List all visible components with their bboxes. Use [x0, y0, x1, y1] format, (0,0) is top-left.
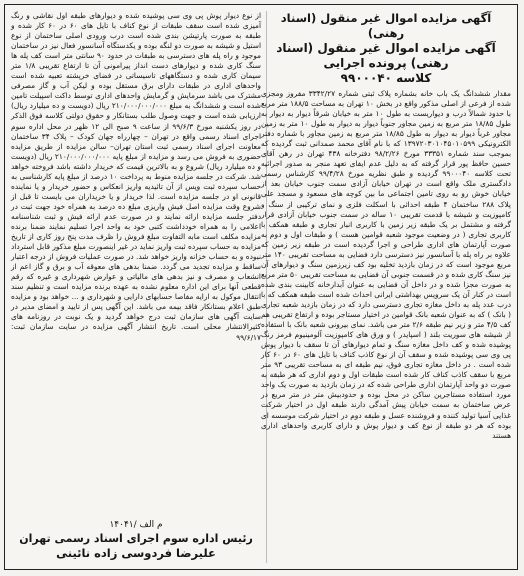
notice-body-left: از نوع دیوار پوش پی وی سی پوشیده شده و دیوارهای طبقه اول نقاشی و رنگ آمیزی شده است سقف طبقات از نوع کناف با تایل های ۶۰ در ۶۰ کار شده و طبقه به صورت پارتیشن بندی شده است درب ورودی اصلی ساختمان از نوع استیل و شیشه به صورت دو لنگه بوده و یکدستگاه آسانسور فعال نیز در ساختمان موجود و راه پله های دسترسی به طبقات در حدود ۹۰ سانتی متر است کف پله ها سنگ کاری شده و دیوارهای دست انداز پیرامونی آن تا ارتفاع تقریبی ۱/۸ متر سیمان کاری شده و دستگاههای تاسیساتی در فضای خرپشته تعبیه شده است واحدهای اداری در طبقات دارای برق مستقل بوده و لیکن آب و گاز مصرفی مشترک می باشد سرمایش و گرمایش واحدهای اداری توسط داکت اسپیلت تامین شده است و ششدانگ به مبلغ ۲۱۰/۰۰۰/۰۰۰/۰۰۰ ریال (دویست و ده میلیارد ریال) ارزیابی شده است و جهت وصول طلب بستانکار و حقوق دولتی کلاسه فوق الذکر در روز یکشنبه مورخ ۹۹/۶/۳ از ساعت ۹ صبح الی ۱۲ ظهر در محل اداره سوم اجرای اسناد رسمی واقع در تهران – چهارراه جهان کودک – پلاک ۳۴ ساختمان معاونت اجرای اسناد رسمی ثبت استان تهران– سالن مزایده از طریق مزایده حضوری به فروش می رسد و مزایده از مبلغ پایه ۲۱۰/۰۰۰/۰۰۰/۰۰۰ ریال (دویست و ده میلیارد ریال) شروع و به بالاترین قیمت که خریدار داشته باشد فروخته خواهد شد. شرکت در جلسه مزایده منوط به پرداخت ۱۰ درصد از مبلغ پایه کارشناسی به حساب سپرده ثبت ویس از آن تاثیدیه واریز انعکاس و حضور خریدار و یا نماینده قانونی او در جلسه مزایده است. لذا خریدار و یا خریداران می بایست تا قبل از شروع وقت مزایده اصل فیش واریزی مبلغ ده درصد به همراه خود جهت ثبت در دفتر جلسه مزایده ارائه نمایند و در صورت عدم ارائه فیش و ثبت شناسنامه اعلامی را به همراه خودداشت کتبی خود به واحد اجرا تسلیم نمایند ضمنا برنده مزایده مکلف است مابه التفاوت مبلغ فروش را ظرف مدت پنج روز کاری از تاریخ مزایده به حساب سپرده ثبت واریز نماید در غیر اینصورت مبلغ مذکور قابل استرداد نبوده و به حساب خزانه واریز خواهد شد. در صورت عملیات فروش از درجه اعتبار ساقط و مزایده تجدید می گردد. ضمنا بدهی های معوقه آب و برق و گاز اعم از انشعاب و مصرف و نیز بدهی های مالیاتی و عوارض شهرداری و غیره که رقم قطعی آنها برای این اداره معلوم نشده به عهده برنده مزایده است و تنظیم سند انتقال موکول به ارایه مفاصا حسابهای دارایی و شهرداری و ... خواهد بود و مزایده طبق اعلام بستانکار فاقد بیمه می باشد. این آگهی پس از تایید و امضای مدیر در سایت آگهی های سازمان ثبت درج خواهد گردید و یک نوبت در روزنامه های کثیرالانتشار محلی است. تاریخ انتشار آگهی مزایده در سایت سازمان ثبت: ۹۹/۶/۱۷	[11, 11, 262, 342]
right-column	[261, 11, 511, 441]
auction-notice	[4, 4, 518, 570]
notice-title: آگهی مزایده اموال غیر منقول (اسناد رهنی)	[280, 11, 492, 40]
left-column	[11, 11, 261, 343]
signatory-name: علیرضا فردوسی زاده نائینی	[56, 546, 216, 560]
notice-body-right: مقدار ششدانگ یک باب خانه بشماره پلاک ثبتی شماره ۳۳۴۲/۲۷ مفروز ومجزی شده از فرعی از اصلی مذکور واقع در بخش ۱۰ تهران به مساحت ۱۸۸/۵ متر مربع با حدود شمالاً درب و دیواریست به طول ۱۰ متر به خیابان شرقاً دیوار به دیوار به طول ۱۸/۸۵ متر مربع به زمین مجاور جنوباً دیوار به دیوار به طول ۱۰ متر به زمین مجاور غرباً دیوار به دیوار به طول ۱۸/۸۵ متر مربع به زمین مجاور با شماره دفتر الکترونیکی ۱۳۹۷۲۰۳۰۱۰۴۵۰۱۰۵۹۹ که با نام آقای محمد صمدانی ثبت گردیده که بموجب سند شماره ۳۳۳۵۱ مورخ ۹۸/۲/۲۶ دفترخانه ۴۳۸ تهران در رهن آقای حسین حافظ پور قرار گرفته که به دلیل عدم ایفای تعهد منجر به صدور اجرائیه تحت کلاسه ۹۹۰۰۰۴۰ گردیده و طبق نظریه مورخ ۹۹/۴/۲۸ کارشناس رسمی دادگستری ملک واقع است در تهران خیابان آزادی سمت جنوب خیابان بعد از خیابان خوش رو به روی تامین اجتماعی ما بین کوچه های مسعود و مسجد علی پلاک ۲۸۸ ساختمان ۴ طبقه احداثی با اسکلت فلزی و نمای ترکیبی از سنگ و کامپوزیت و شیشه با قدمت تقریبی ۱۰ ساله در سمت جنوب خیابان آزادی قرار گرفته و مشتمل بر یک طبقه زیر زمین با کاربری انبار تجاری و طبقه همکف با کاربری تجاری ( در وضعیت موجود شعبه قوامین هست ) و طبقات اول و دوم به صورت آپارتمان های اداری طراحی و اجرا گردیده است در طبقه زیر زمین که علاوه بر راه پله با آسانسور نیز دسترسی دارد فضایی به مساحت تقریبی ۱۴۰ متر مربع موجود است که در زمان بازدید تخلیه بود کف زیرزمین سنگ و دیوارهای آن نیز سنگ کاری شده و در قسمت جنوبی آن فضایی به مساحت تقریبی ۵۰ متر مربع به صورت مجزا شده و در داخل آن فضایی به عنوان آبدارخانه کابینت بندی شده است در کنار آن یک سرویس بهداشتی ایرانی احداث شده است طبقه همکف که با درب عدد پله به داخل مغازه تجاری دسترسی دارد که در زمان بازدید شعبه تجاری ( بانک ) که به عنوان شعبه بانک قوامین در اختیار مستاجر بوده و ارتفاع تقریبی هم کف ۴/۵ متر و زیر نیم طبقه ۲/۶ متر می باشد. نمای بیرونی شعبه بانک با استفاده از شیشه های سوریت بلند ( اسپایدر ) و ورق های کامپوزیت آلومینیوم فرمز رنگ پوشیده شده و کف داخل مغازه سنگ و تمام دیوارهای آن تا سقف با دیوار پوش پی وی سی پوشیده شده و سقف آن از نوع کاذب کناف با تایل های ۶۰ در ۶۰ کار شده است . در داخل مغازه تجاری فوق، نیم طبقه ای به مساحت تقریبی ۹۳ متر مربع با سقف کاذب کناف کار شده است طبقات اول و دوم اداری که هر طبقه به صورت دو واحد آپارتمان اداری طراحی شده که در زمان بازدید به صورت یک واحد مورد استفاده مستاجرین ساکن در محل بوده و حدودبیش متر در متر مربع در عرض ساختمان به سمت خیابان پیش آمدگی دارند طبقه اول در اختیار شرکت غذایی آسیا تولید کننده و فروشنده عسل و طبقه دوم در اختیار شرکت موسسه ای بوده که هر دو طبقه از نوع کف و دیوار پوش و دارای کاربری واحدهای اداری هستند	[261, 89, 512, 440]
notice-subtitle: آگهی مزایده اموال غیر منقول (اسناد رهنی) پرونده اجرایی	[276, 41, 496, 70]
case-number: کلاسه ۹۹۰۰۰۴۰	[340, 71, 432, 85]
signatory-title: رئیس اداره سوم اجرای اسناد رسمی تهران	[19, 532, 253, 545]
signature-block	[13, 519, 259, 561]
reference-code: ۱۴۰۴۱/ م الف	[109, 520, 163, 530]
